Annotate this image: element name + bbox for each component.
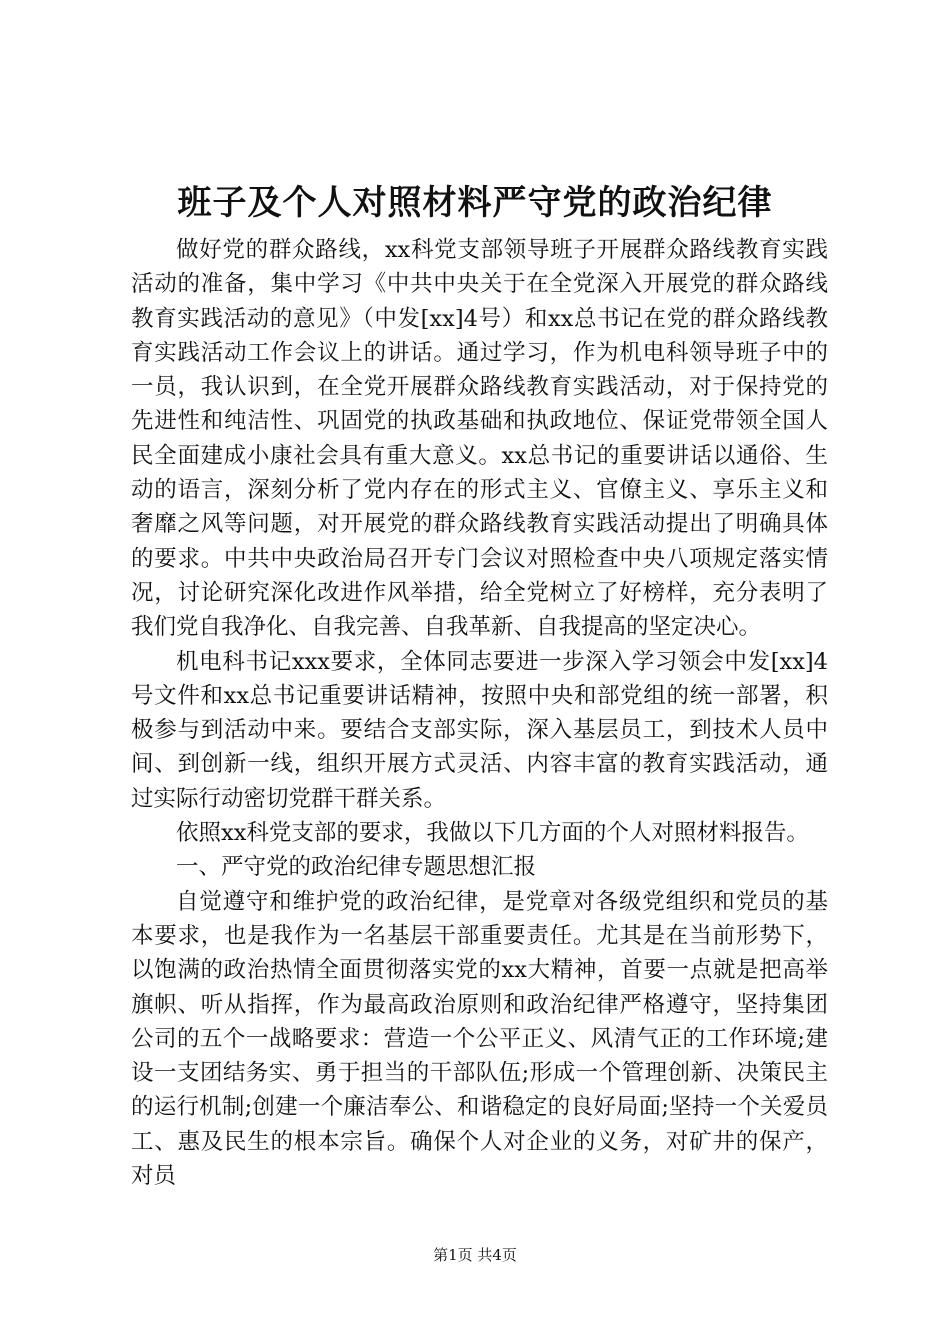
page-footer: 第1页 共4页: [433, 1246, 517, 1264]
body-paragraph-3: 依照xx科党支部的要求，我做以下几方面的个人对照材料报告。: [176, 820, 809, 847]
body-paragraph-4: 自觉遵守和维护党的政治纪律，是党章对各级党组织和党员的基本要求，也是我作为一名基层干部重要责任。尤其是在当前形势下，以饱满的政治热情全面贯彻落实党的xx大精神，首要一点就是把高举旗帜、听从指挥，作为最高政治原则和政治纪律严格遵守，坚持集团公司的五个一战略要求：营造一个公平正义、风清气正的工作环境;建设一支团结务实、勇于担当的干部队伍;形成一个管理创新、决策民主的运行机制;创建一个廉洁奉公、和谐稳定的良好局面;坚持一个关爱员工、惠及民生的根本宗旨。确保个人对企业的义务，对矿井的保产，对员: [131, 888, 828, 1190]
section-heading: 一、严守党的政治纪律专题思想汇报: [176, 854, 537, 881]
document-title: 班子及个人对照材料严守党的政治纪律: [177, 182, 773, 223]
document-body: [131, 233, 828, 1193]
body-paragraph-1: 做好党的群众路线，xx科党支部领导班子开展群众路线教育实践活动的准备，集中学习《中共中央关于在全党深入开展党的群众路线教育实践活动的意见》（中发[xx]4号）和xx总书记在党的群众路线教育实践活动工作会议上的讲话。通过学习，作为机电科领导班子中的一员，我认识到，在全党开展群众路线教育实践活动，对于保持党的先进性和纯洁性、巩固党的执政基础和执政地位、保证党带领全国人民全面建成小康社会具有重大意义。xx总书记的重要讲话以通俗、生动的语言，深刻分析了党内存在的形式主义、官僚主义、享乐主义和奢靡之风等问题，对开展党的群众路线教育实践活动提出了明确具体的要求。中共中央政治局召开专门会议对照检查中央八项规定落实情况，讨论研究深化改进作风举措，给全党树立了好榜样，充分表明了我们党自我净化、自我完善、自我革新、自我提高的坚定决心。: [131, 237, 828, 641]
body-paragraph-2: 机电科书记xxx要求，全体同志要进一步深入学习领会中发[xx]4号文件和xx总书记重要讲话精神，按照中央和部党组的统一部署，积极参与到活动中来。要结合支部实际，深入基层员工，到技术人员中间、到创新一线，组织开展方式灵活、内容丰富的教育实践活动，通过实际行动密切党群干群关系。: [131, 648, 828, 812]
